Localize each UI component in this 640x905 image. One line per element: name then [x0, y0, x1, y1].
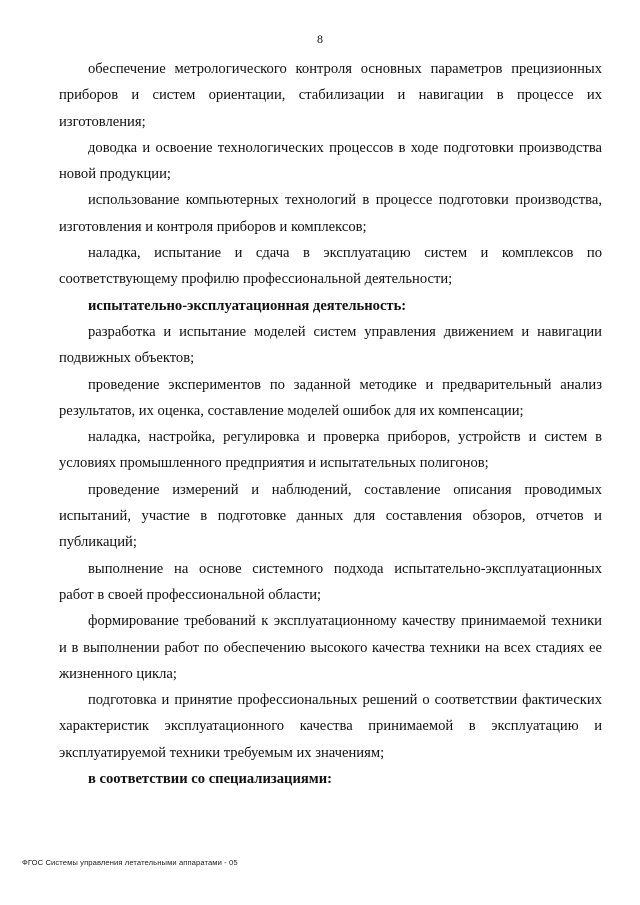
- page-number: 8: [317, 32, 323, 46]
- paragraph: проведение измерений и наблюдений, составление описания проводимых испытаний, участие в подготовке данных для составления обзоров, отчетов и публикаций;: [59, 481, 602, 551]
- paragraph: наладка, испытание и сдача в эксплуатацию систем и комплексов по соответствующему профилю профессиональной деятельности;: [59, 245, 602, 288]
- paragraph: наладка, настройка, регулировка и проверка приборов, устройств и систем в условиях промышленного предприятия и испытательных полигонов;: [59, 429, 602, 472]
- paragraph: подготовка и принятие профессиональных решений о соответствии фактических характеристик эксплуатационного качества принимаемой в эксплуатацию и эксплуатируемой техники требуемым их значениям;: [59, 692, 602, 761]
- page-footer: ФГОС Системы управления летательными аппаратами - 05: [22, 858, 238, 867]
- paragraph: доводка и освоение технологических процессов в ходе подготовки производства новой продукции;: [59, 139, 602, 183]
- paragraph: выполнение на основе системного подхода испытательно-эксплуатационных работ в своей профессиональной области;: [59, 560, 602, 603]
- paragraph: разработка и испытание моделей систем управления движением и навигации подвижных объектов;: [59, 323, 602, 367]
- paragraph: проведение экспериментов по заданной методике и предварительный анализ результатов, их оценка, составление моделей ошибок для их компенсации;: [59, 376, 602, 419]
- section-heading: в соответствии со специализациями:: [88, 771, 332, 788]
- document-body: [59, 56, 602, 792]
- paragraph: формирование требований к эксплуатационному качеству принимаемой техники и в выполнении работ по обеспечению высокого качества техники на всех стадиях ее жизненного цикла;: [59, 613, 602, 682]
- section-heading: испытательно-эксплуатационная деятельность:: [88, 297, 407, 314]
- paragraph: использование компьютерных технологий в процессе подготовки производства, изготовления и контроля приборов и комплексов;: [59, 192, 602, 235]
- paragraph: обеспечение метрологического контроля основных параметров прецизионных приборов и систем ориентации, стабилизации и навигации в процессе их изготовления;: [59, 61, 602, 130]
